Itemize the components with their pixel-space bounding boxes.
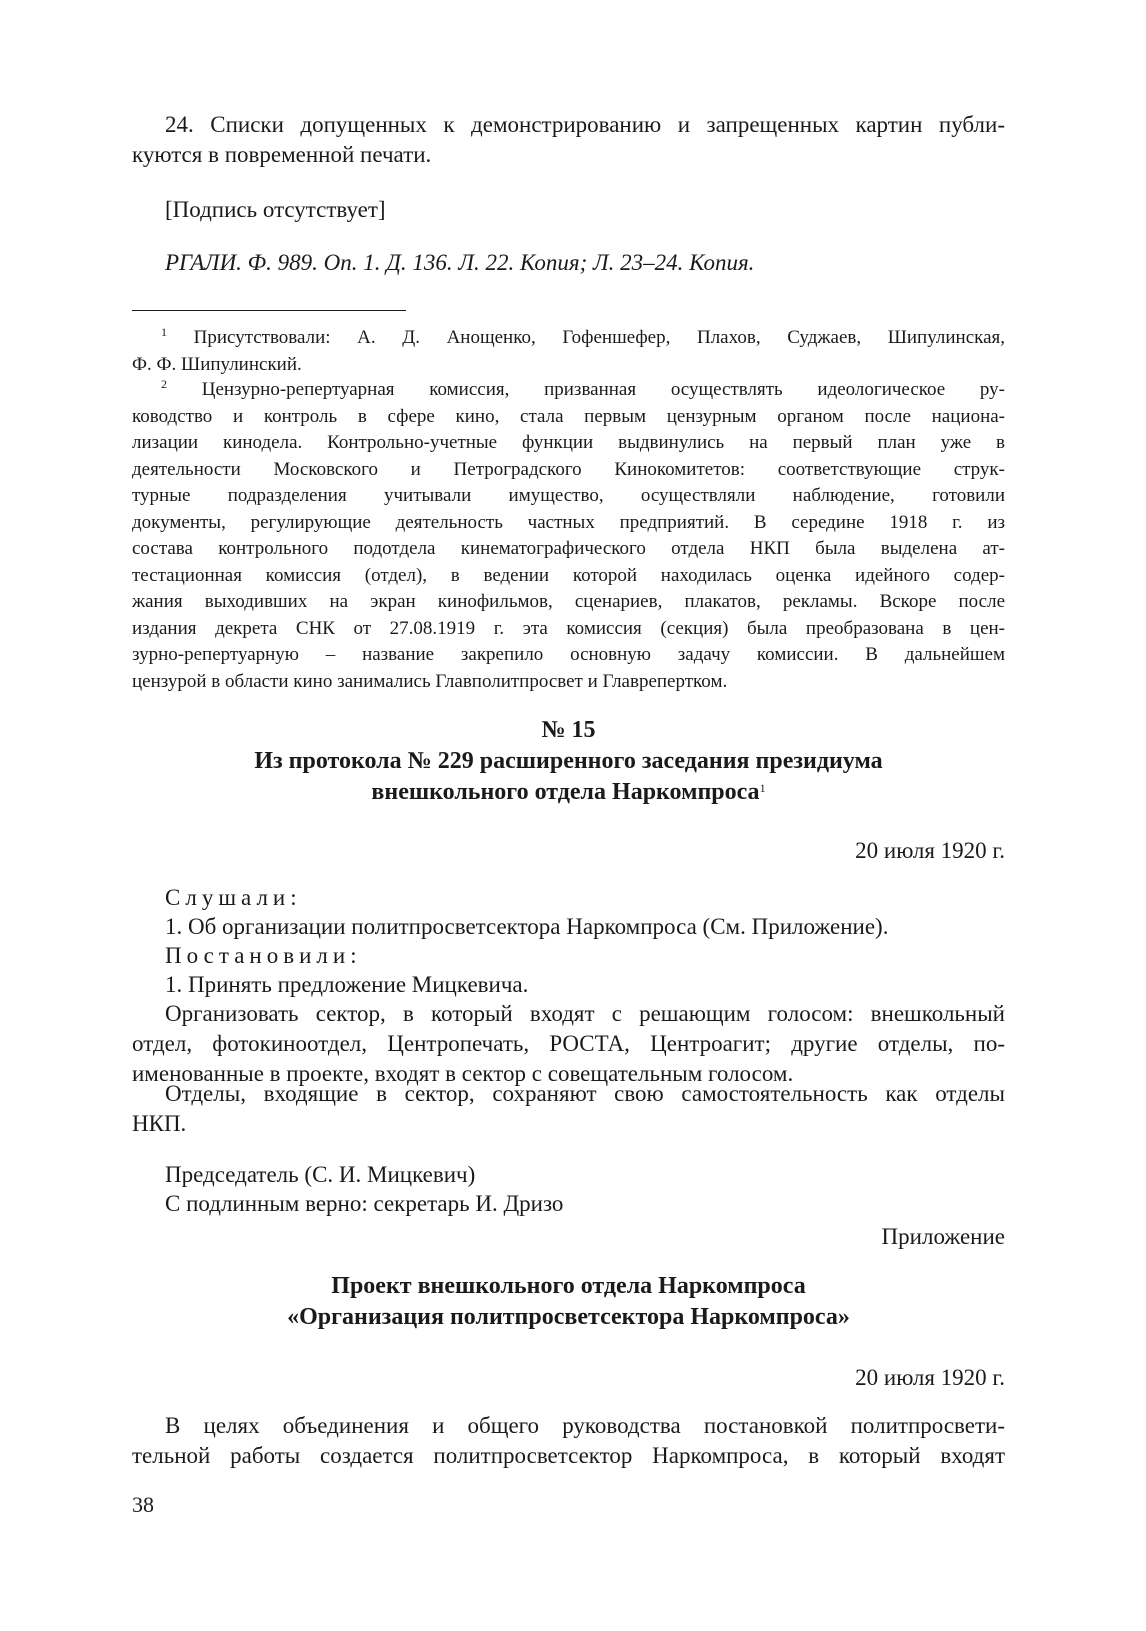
document-title-line-1: Из протокола № 229 расширенного заседания президиума	[254, 748, 883, 774]
footnote-1	[132, 325, 1005, 378]
resolution-paragraph-1-line: отдел, фотокиноотдел, Центропечать, РОСТА, Центроагит; другие отделы, по-	[132, 1031, 1005, 1056]
footnote-1-line-2: Ф. Ф. Шипулинский.	[132, 353, 302, 375]
resolved-label: Постановили:	[165, 943, 362, 968]
footnote-2	[132, 377, 1005, 695]
heard-item: 1. Об организации политпросветсектора Наркомпроса (См. Приложение).	[165, 914, 889, 939]
archive-reference: РГАЛИ. Ф. 989. Оп. 1. Д. 136. Л. 22. Копия; Л. 23–24. Копия.	[165, 250, 755, 275]
appendix-title-line-2: «Организация политпросветсектора Наркомпроса»	[287, 1304, 850, 1330]
appendix-paragraph-line: В целях объединения и общего руководства постановкой политпросвети-	[165, 1413, 1005, 1438]
footnote-2-line: состава контрольного подотдела кинематографического отдела НКП была выделена ат-	[132, 538, 1005, 559]
footnote-2-marker: 2	[161, 377, 167, 391]
footnote-1-line-1: $^1$ Присутствовали: А. Д. Анощенко, Гофеншефер, Плахов, Суджаев, Шипулинская,	[161, 325, 1006, 348]
footnote-2-line: турные подразделения учитывали имущество, осуществляли наблюдение, готовили	[132, 485, 1005, 506]
item-24-line-2: куются в повременной печати.	[132, 142, 432, 167]
signature-note: [Подпись отсутствует]	[165, 197, 386, 222]
footnote-divider	[132, 310, 406, 311]
resolution-paragraph-1	[132, 999, 1005, 1089]
resolution-paragraph-2-line: НКП.	[132, 1111, 187, 1136]
footnote-2-line: зурно-репертуарную – название закрепило основную задачу комиссии. В дальнейшем	[132, 644, 1005, 665]
footnote-1-marker: 1	[161, 325, 167, 339]
item-24-paragraph	[132, 110, 1005, 170]
document-title-line-2: внешкольного отдела Наркомпроса$^1$	[371, 779, 766, 805]
page-number: 38	[132, 1492, 154, 1517]
appendix-date: 20 июля 1920 г.	[855, 1365, 1005, 1390]
footnote-2-line: ководство и контроль в сфере кино, стала первым цензурным органом после национа-	[132, 405, 1005, 427]
resolution-paragraph-2-line: Отделы, входящие в сектор, сохраняют свою самостоятельность как отделы	[165, 1081, 1005, 1106]
document-date: 20 июля 1920 г.	[855, 838, 1005, 863]
appendix-paragraph	[132, 1411, 1005, 1471]
resolved-item: 1. Принять предложение Мицкевича.	[165, 972, 529, 997]
heard-label: Слушали:	[165, 885, 302, 910]
footnote-2-line: жания выходивших на экран кинофильмов, сценариев, плакатов, рекламы. Вскоре после	[132, 591, 1005, 612]
footnote-2-line: лизации кинодела. Контрольно-учетные функции выдвинулись на первый план уже в	[132, 432, 1005, 453]
secretary-signature: С подлинным верно: секретарь И. Дризо	[165, 1191, 564, 1216]
footnote-2-line: документы, регулирующие деятельность частных предприятий. В середине 1918 г. из	[132, 511, 1005, 533]
item-24-line-1: 24. Списки допущенных к демонстрированию и запрещенных картин публи-	[165, 112, 1005, 137]
footnote-2-line-last: цензурой в области кино занимались Главполитпросвет и Главрепертком.	[132, 670, 728, 692]
appendix-title-line-1: Проект внешкольного отдела Наркомпроса	[331, 1273, 806, 1299]
resolution-paragraph-1-line: именованные в проекте, входят в сектор с совещательным голосом.	[132, 1061, 794, 1086]
document-number: № 15	[541, 717, 596, 743]
resolution-paragraph-1-line: Организовать сектор, в который входят с решающим голосом: внешкольный	[165, 1001, 1005, 1026]
footnote-2-line: деятельности Московского и Петроградского Кинокомитетов: соответствующие струк-	[132, 458, 1005, 480]
chairman-signature: Председатель (С. И. Мицкевич)	[165, 1162, 476, 1187]
resolution-paragraph-2	[132, 1079, 1005, 1139]
footnote-2-line: тестационная комиссия (отдел), в ведении которой находилась оценка идейного содер-	[132, 564, 1005, 586]
appendix-label: Приложение	[881, 1224, 1005, 1249]
document-title-footnote-marker: 1	[759, 781, 766, 795]
footnote-2-line-1: $^2$ Цензурно-репертуарная комиссия, призванная осуществлять идеологическое ру-	[161, 377, 1006, 400]
appendix-paragraph-line: тельной работы создается политпросветсектор Наркомпроса, в который входят	[132, 1443, 1005, 1468]
footnote-2-line: издания декрета СНК от 27.08.1919 г. эта комиссия (секция) была преобразована в цен-	[132, 617, 1005, 639]
